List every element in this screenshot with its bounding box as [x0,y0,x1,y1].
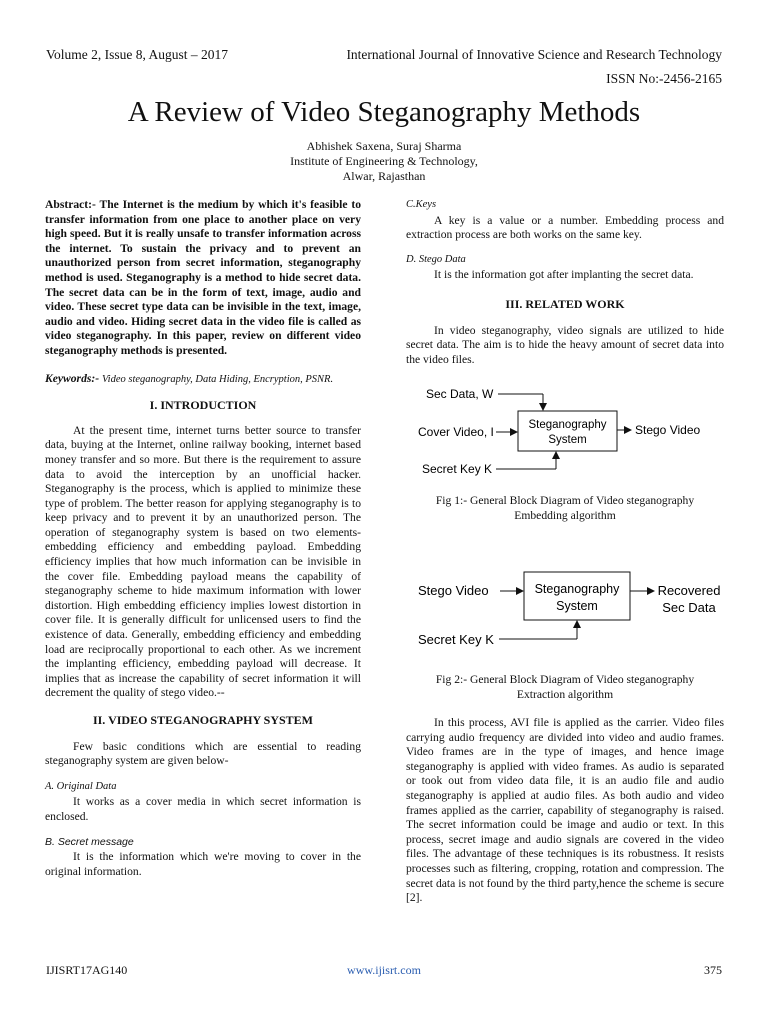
right-column-top [406,198,724,367]
paper-id: IJISRT17AG140 [46,963,128,977]
author-names: Abhishek Saxena, Suraj Sharma [306,139,462,153]
abstract-label: Abstract:- [45,198,96,211]
subsection-heading-stego-data: D. Stego Data [406,253,466,265]
issn: ISSN No:-2456-2165 [606,71,722,86]
subsection-heading-original-data: A. Original Data [45,780,117,792]
keywords [45,372,361,388]
author-institute: Institute of Engineering & Technology, [290,154,478,168]
fig2-secret-key-label: Secret Key K [418,632,494,647]
fig1-secret-key-label: Secret Key K [422,462,493,476]
subsection-heading-secret-message: B. Secret message [45,835,134,848]
fig2-box-label-2: System [556,599,598,613]
volume-info: Volume 2, Issue 8, August – 2017 [46,47,229,62]
keys-paragraph: A key is a value or a number. Embedding process and extraction process are both works on the same key. [406,213,724,242]
subsection-heading-keys: C.Keys [406,199,437,210]
original-data-paragraph: It works as a cover media in which secret information is enclosed. [45,795,361,823]
fig1-caption-line-1: Fig 1:- General Block Diagram of Video steganography [435,494,695,507]
author-location: Alwar, Rajasthan [342,169,426,183]
journal-url-link[interactable]: www.ijisrt.com [347,963,421,977]
fig2-box-label-1: Steganography [534,582,620,596]
fig1-caption-line-2: Embedding algorithm [514,509,616,522]
fig1-stego-video-label: Stego Video [635,423,701,437]
figure-2-caption [406,672,724,702]
fig2-caption-line-2: Extraction algorithm [516,688,614,701]
figure-2-diagram [406,565,726,655]
page-number: 375 [704,963,722,977]
fig2-stego-video-label: Stego Video [418,583,489,598]
process-paragraph: In this process, AVI file is applied as the carrier. Video files carrying audio frequency are divided into video and audio frames. Video frames are in the type of images, and hence image steganography is applied with video frames. As audio is separated or took out from video data file, it is an audio file and audio steganography is applied at audio files. As both audio and video frames applied as the carrier, capability of steganography is raised. The secret information could be image and audio or text. In this process, secret image and audio signals are covered in the video files. The advantage of these techniques is its robustness. It resists processes such as filtering, cropping, rotation and compression. The secret data is not found by the third party,hence the scheme is secure [2]. [406,716,724,905]
paper-title: A Review of Video Steganography Methods [127,96,641,128]
fig2-caption-line-1: Fig 2:- General Block Diagram of Video steganography [435,673,695,686]
section-heading-video-steganography-system: II. VIDEO STEGANOGRAPHY SYSTEM [92,713,314,727]
abstract-text: The Internet is the medium by which it's feasible to transfer information from one place to another place on very high speed. But it is really unsafe to transfer information across the internet. To sustain the privacy and to prevent an unauthorized person from secret information, steganography method is used. Steganography is a method to hide secret data. The secret data can be in the form of text, image, audio and video. These secret type data can be invisible in the text, image, audio and video. Hiding secret data in the video file is called as video steganography. In this paper, review on different video steganography methods is presented. [45,198,361,357]
stego-data-paragraph: It is the information got after implanting the secret data. [434,268,694,282]
section-heading-introduction: I. INTRODUCTION [149,398,257,413]
journal-name: International Journal of Innovative Science and Research Technology [346,47,722,62]
fig2-sec-data-label: Sec Data [662,600,716,615]
fig2-recovered-label: Recovered [657,583,721,598]
related-work-paragraph: In video steganography, video signals are utilized to hide secret data. The aim is to hide the heavy amount of secret data into the video files. [406,323,724,366]
keywords-text: Video steganography, Data Hiding, Encryption, PSNR. [102,373,334,385]
secret-message-paragraph: It is the information which we're moving to cover in the original information. [45,850,361,878]
introduction-paragraph: At the present time, internet turns better source to transfer data, buying at the Internet, online railway booking, internet based money transfer and so more. But there is the requirement to assure data to avoid the interception by an unofficial hacker. Steganography is the process, which is applied to minimize these type of problem. The better reason for applying steganography is to keep privacy and to prevent it by an unauthorized person. The operation of steganography system is based on two elements- embedding efficiency and embedding payload. Embedding efficiency implies that how much information can be invisible in the cover file. Embedding payload means the capability of steganography scheme to hide maximum information with lower distortion. High embedding efficiency implies lowest distortion in cover file. It is generally difficult for unlicensed users to find the existence of data. Generally, embedding efficiency and embedding load are reciprocally proportional to each other. As we increment the implanting efficiency, embedding payload will decrease. It implies that as increase the capability of secret information it will decrement the quality of stego video.-- [45,423,361,700]
figure-1-diagram [406,380,726,480]
fig1-cover-video-label: Cover Video, I [418,425,494,439]
fig1-box-label-1: Steganography [528,419,607,431]
vss-paragraph: Few basic conditions which are essential to reading steganography system are given below- [45,739,361,768]
author-block [0,139,768,184]
figure-1-caption [406,493,724,523]
fig1-sec-data-label: Sec Data, W [426,387,494,401]
section-heading-related-work: III. RELATED WORK [505,296,625,311]
left-column [45,198,361,879]
fig1-box-label-2: System [548,434,587,446]
abstract [45,198,361,359]
keywords-label: Keywords:- [45,371,100,385]
